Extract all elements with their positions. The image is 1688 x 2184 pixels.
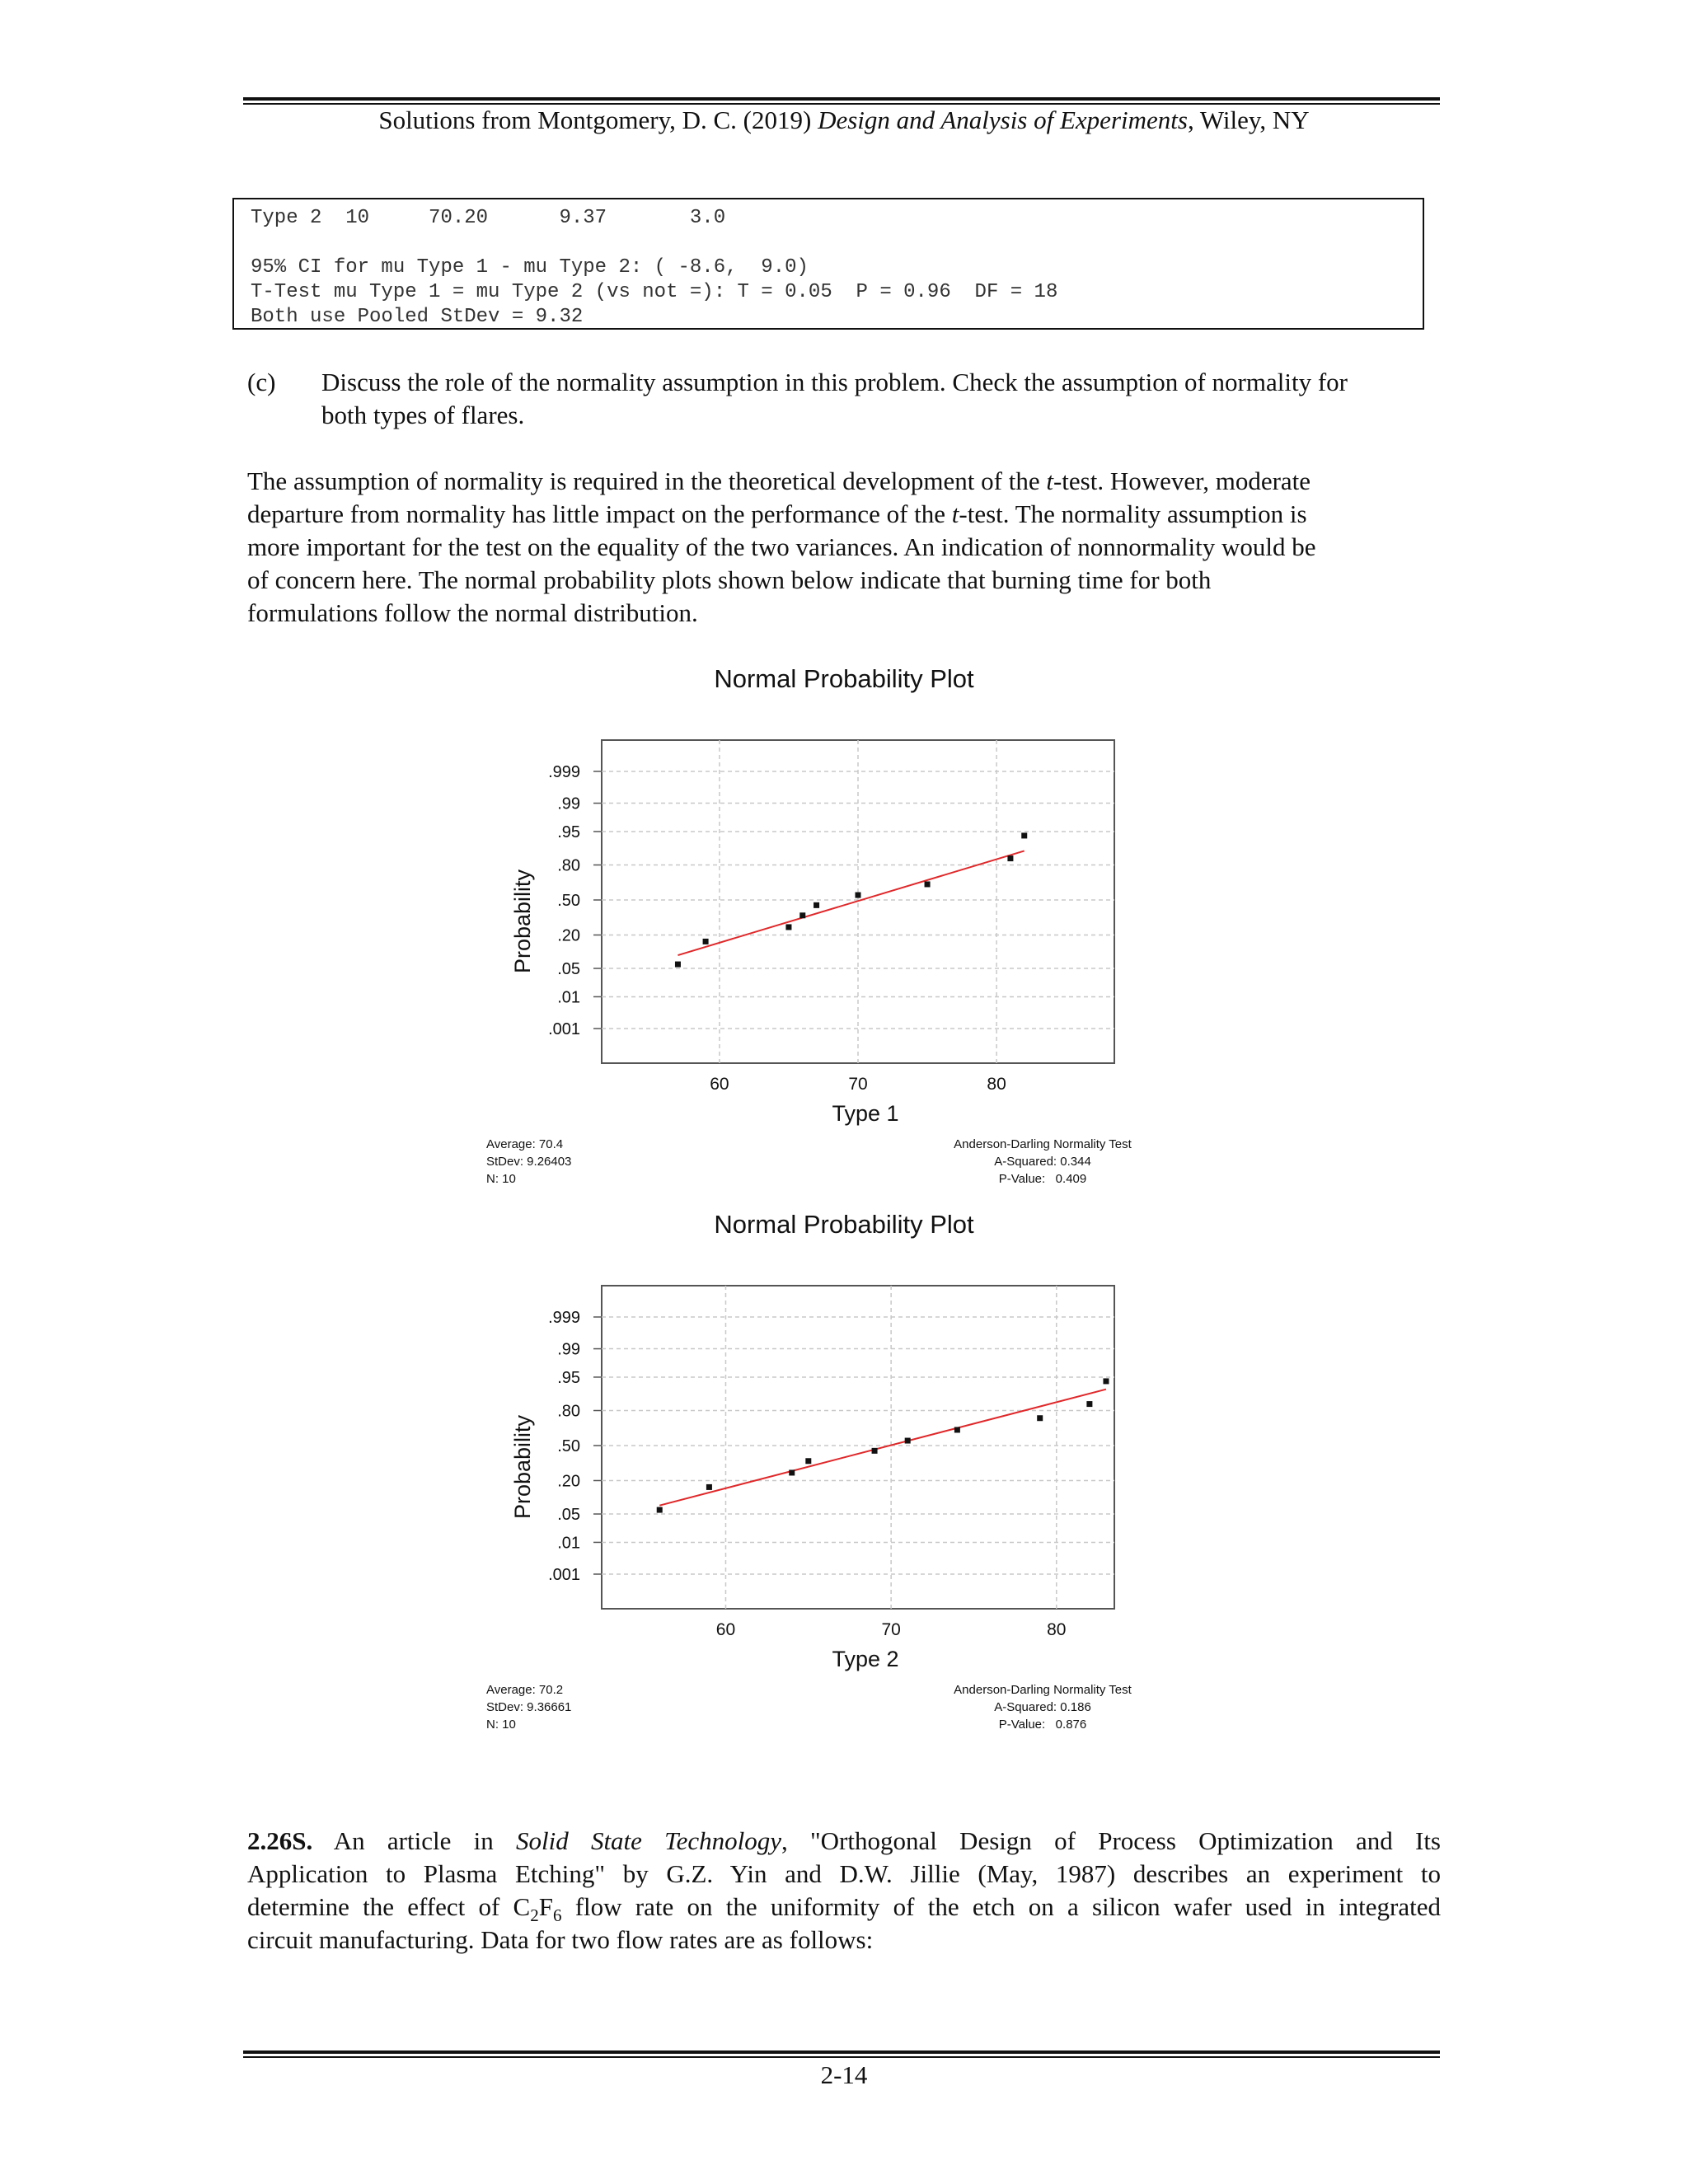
- y-tick-label: .99: [557, 794, 580, 813]
- stats-stdev: StDev: 9.36661: [486, 1700, 572, 1714]
- y-tick-label: .05: [557, 960, 580, 979]
- ad-p-value: P-Value: 0.409: [998, 1172, 1087, 1186]
- data-point: [1007, 855, 1013, 861]
- question-text-line: both types of flares.: [321, 401, 525, 429]
- stats-right: [940, 1136, 1146, 1188]
- footer-rule-thick: [243, 2050, 1440, 2054]
- y-axis-label: Probability: [510, 1414, 535, 1520]
- output-line: Type 2 10 70.20 9.37 3.0: [251, 207, 726, 229]
- data-point: [905, 1438, 911, 1444]
- data-point: [1086, 1401, 1092, 1407]
- stats-n: N: 10: [486, 1718, 516, 1732]
- stats-n: N: 10: [486, 1172, 516, 1186]
- output-line: Both use Pooled StDev = 9.32: [251, 306, 584, 328]
- normal-probability-plot-type1: [0, 725, 1688, 1187]
- output-line: 95% CI for mu Type 1 - mu Type 2: ( -8.6, 9.0): [251, 256, 809, 279]
- ad-a-squared: A-Squared: 0.186: [994, 1700, 1091, 1714]
- x-tick-label: 80: [987, 1075, 1006, 1094]
- x-tick-label: 60: [710, 1075, 729, 1094]
- data-point: [1021, 832, 1027, 838]
- question-text-line: Discuss the role of the normality assumption in this problem. Check the assumption of normality for: [321, 368, 1348, 396]
- x-tick-label: 70: [881, 1620, 901, 1639]
- y-tick-label: .95: [557, 1368, 580, 1387]
- software-output-box: [232, 198, 1424, 330]
- y-tick-label: .95: [557, 823, 580, 841]
- data-point: [799, 912, 805, 918]
- data-point: [954, 1427, 960, 1432]
- running-header: [0, 105, 1688, 135]
- page-number: 2-14: [820, 2060, 868, 2089]
- header-rule-thin: [243, 103, 1440, 105]
- normal-probability-plot-type2: [0, 1271, 1688, 1732]
- ad-a-squared: A-Squared: 0.344: [994, 1155, 1091, 1169]
- chart-title: Normal Probability Plot: [714, 664, 974, 693]
- y-tick-label: .999: [548, 763, 580, 781]
- answer-line: The assumption of normality is required in the theoretical development of the t-test. However, moderate: [247, 466, 1311, 495]
- data-point: [805, 1458, 811, 1464]
- answer-line: formulations follow the normal distribution.: [247, 598, 698, 627]
- problem-line: circuit manufacturing. Data for two flow rates are as follows:: [247, 1925, 874, 1954]
- stats-left: [486, 1136, 571, 1188]
- stats-average: Average: 70.2: [486, 1683, 564, 1697]
- journal-title: Solid State Technology: [515, 1826, 781, 1855]
- data-point: [872, 1448, 878, 1454]
- output-line: T-Test mu Type 1 = mu Type 2 (vs not =): T = 0.05 P = 0.96 DF = 18: [251, 281, 1058, 303]
- stats-right: [940, 1681, 1146, 1733]
- header-rule-thick: [243, 97, 1440, 101]
- x-axis-label: Type 1: [832, 1101, 899, 1126]
- y-axis-label: Probability: [510, 869, 535, 974]
- problem-line: Application to Plasma Etching" by G.Z. Yin and D.W. Jillie (May, 1987) describes an experiment to: [247, 1859, 1441, 1888]
- data-point: [703, 939, 709, 944]
- data-point: [925, 881, 931, 887]
- y-tick-label: .80: [557, 856, 580, 875]
- y-tick-label: .80: [557, 1402, 580, 1421]
- data-point: [814, 902, 819, 908]
- chart-title: Normal Probability Plot: [714, 1210, 974, 1239]
- data-point: [856, 893, 861, 898]
- y-tick-label: .01: [557, 1534, 580, 1553]
- y-tick-label: .999: [548, 1309, 580, 1327]
- y-tick-label: .50: [557, 892, 580, 910]
- y-tick-label: .05: [557, 1506, 580, 1525]
- data-point: [789, 1469, 795, 1475]
- data-point: [706, 1484, 712, 1490]
- question-label: (c): [247, 368, 276, 396]
- stats-left: [486, 1681, 571, 1733]
- y-tick-label: .20: [557, 926, 580, 945]
- data-point: [657, 1507, 663, 1513]
- y-tick-label: .99: [557, 1340, 580, 1359]
- y-tick-label: .50: [557, 1437, 580, 1455]
- answer-line: departure from normality has little impact on the performance of the t-test. The normality assumption is: [247, 499, 1307, 528]
- y-tick-label: .001: [548, 1020, 580, 1038]
- stats-average: Average: 70.4: [486, 1137, 564, 1151]
- stats-stdev: StDev: 9.26403: [486, 1155, 572, 1169]
- problem-line: 2.26S. An article in Solid State Technology, "Orthogonal Design of Process Optimization and Its: [247, 1826, 1441, 1855]
- y-tick-label: .001: [548, 1566, 580, 1584]
- x-tick-label: 60: [715, 1620, 736, 1639]
- y-tick-label: .01: [557, 988, 580, 1007]
- data-point: [1103, 1378, 1109, 1384]
- answer-line: more important for the test on the equality of the two variances. An indication of nonnormality would be: [247, 532, 1316, 561]
- x-axis-label: Type 2: [832, 1647, 899, 1671]
- x-tick-label: 70: [848, 1075, 868, 1094]
- data-point: [1037, 1415, 1043, 1421]
- plot-frame: [602, 1286, 1114, 1609]
- x-tick-label: 80: [1047, 1620, 1067, 1639]
- data-point: [785, 924, 791, 930]
- footer-rule-thin: [243, 2056, 1440, 2058]
- data-point: [675, 962, 681, 968]
- ad-p-value: P-Value: 0.876: [998, 1718, 1087, 1732]
- problem-number: 2.26S.: [247, 1826, 313, 1855]
- header-book-title: Design and Analysis of Experiments: [818, 105, 1188, 134]
- header-author: Solutions from Montgomery, D. C. (2019): [378, 105, 818, 134]
- ad-test-label: Anderson-Darling Normality Test: [954, 1137, 1132, 1151]
- problem-line: determine the effect of $C_2F_6$ flow rate on the uniformity of the etch on a silicon wafer used in integrated: [247, 1892, 1441, 1926]
- y-tick-label: .20: [557, 1472, 580, 1491]
- answer-line: of concern here. The normal probability plots shown below indicate that burning time for both: [247, 565, 1212, 594]
- header-publisher: , Wiley, NY: [1187, 105, 1310, 134]
- ad-test-label: Anderson-Darling Normality Test: [954, 1683, 1132, 1697]
